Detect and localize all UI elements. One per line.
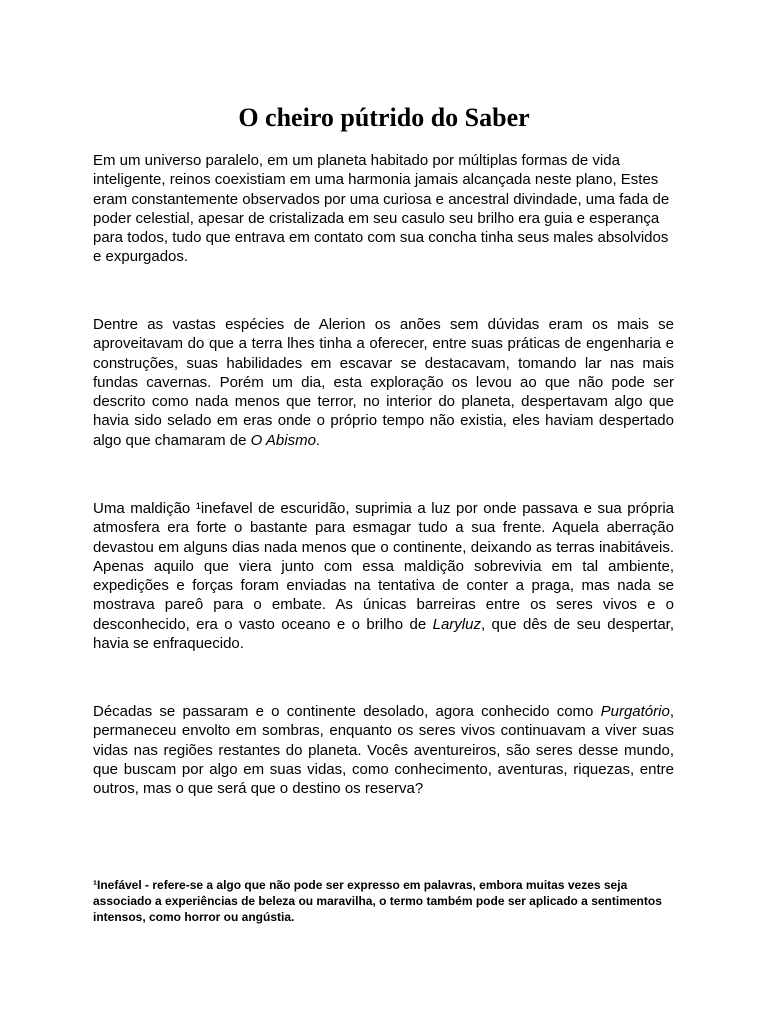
paragraph-maldicao	[93, 499, 674, 653]
emphasis-laryluz: Laryluz	[432, 615, 481, 633]
paragraph-text: , permaneceu envolto em sombras, enquanto os seres vivos continuavam a viver suas vidas nas regiões restantes do planeta. Vocês aventureiros, são seres desse mundo, que buscam por algo em suas vidas, como conhecimento, aventuras, riquezas, entre outros, mas o que será que o destino os reserva?	[93, 703, 674, 798]
document-title: O cheiro pútrido do Saber	[238, 103, 530, 132]
paragraph-intro: Em um universo paralelo, em um planeta habitado por múltiplas formas de vida inteligente, reinos coexistiam em uma harmonia jamais alcançada neste plano, Estes eram constantemente observados por uma curiosa e ancestral divindade, uma fada de poder celestial, apesar de cristalizada em seu casulo seu brilho era guia e esperança para todos, tudo que entrava em contato com sua concha tinha seus males absolvidos e expurgados.	[93, 152, 670, 266]
paragraph-text: Uma maldição ¹inefavel de escuridão, suprimia a luz por onde passava e sua própria atmosfera era forte o bastante para esmagar tudo a sua frente. Aquela aberração devastou em alguns dias nada menos que o continente, deixando as terras inabitáveis. Apenas aquilo que viera junto com essa maldição sobrevivia em tal ambiente, expedições e forças foram enviadas na tentativa de conter a praga, mas nada se mostrava pareô para o embate. As únicas barreiras entre os seres vivos e o desconhecido, era o vasto oceano e o brilho de	[93, 500, 674, 633]
paragraph-text: .	[315, 431, 321, 449]
emphasis-abismo: O Abismo	[250, 431, 316, 449]
footnote: ¹Inefável - refere-se a algo que não pode ser expresso em palavras, embora muitas vezes seja associado a experiências de beleza ou maravilha, o termo também pode ser aplicado a sentimentos intensos, como horror ou angústia.	[93, 878, 662, 924]
paragraph-text: Décadas se passaram e o continente desolado, agora conhecido como	[93, 703, 601, 720]
emphasis-purgatorio: Purgatório	[600, 703, 670, 720]
paragraph-text: Dentre as vastas espécies de Alerion os anões sem dúvidas eram os mais se aproveitavam do que a terra lhes tinha a oferecer, entre suas práticas de engenharia e construções, suas habilidades em escavar se destacavam, tomando lar nas mais fundas cavernas. Porém um dia, esta exploração os levou ao que não pode ser descrito como nada menos que terror, no interior do planeta, despertavam algo que havia sido selado em eras onde o próprio tempo não existia, eles haviam despertado algo que chamaram de	[93, 316, 674, 449]
paragraph-text: , que dês de seu despertar, havia se enfraquecido.	[93, 615, 674, 653]
paragraph-abismo	[93, 315, 674, 450]
paragraph-purgatorio	[93, 702, 674, 798]
